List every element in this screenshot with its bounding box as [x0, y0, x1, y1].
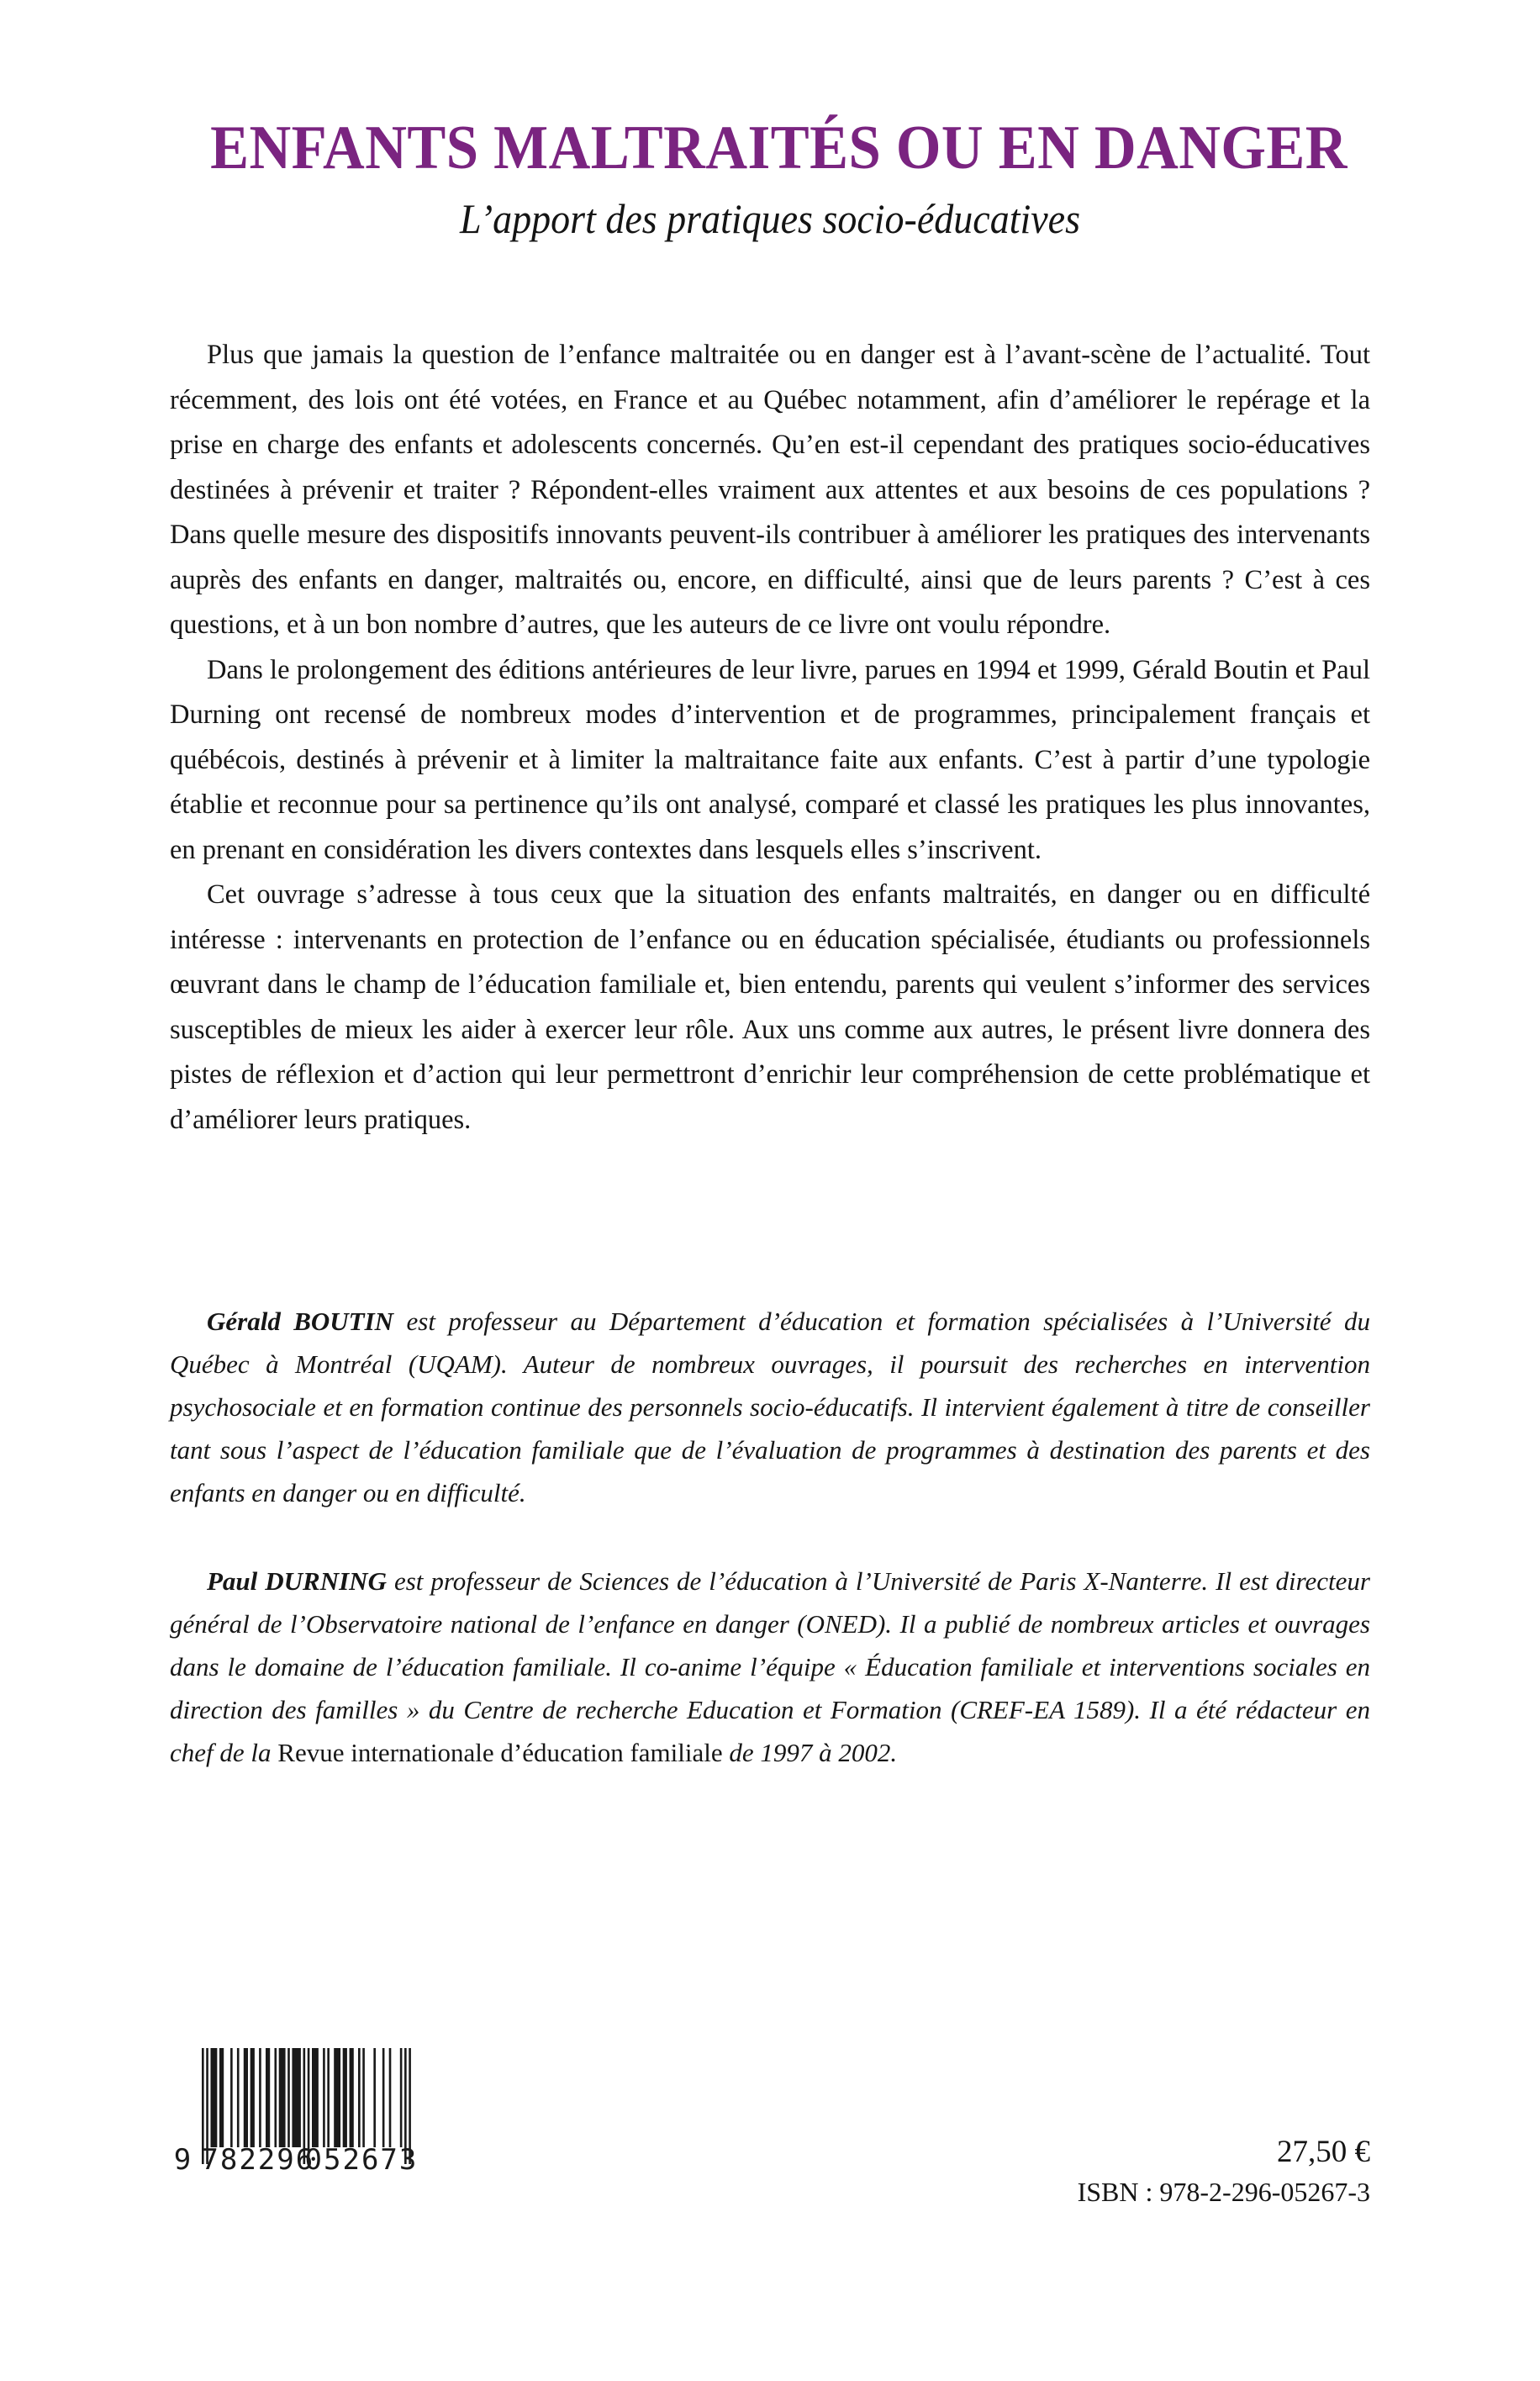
price-label: 27,50 € — [1277, 2135, 1370, 2169]
author-bio-durning-tail: de 1997 à 2002. — [722, 1738, 898, 1767]
blurb-text — [170, 333, 1370, 1143]
journal-title: Revue internationale d’éducation familiale — [277, 1738, 723, 1767]
svg-text:9: 9 — [173, 2143, 193, 2177]
barcode — [165, 2033, 526, 2193]
blurb-paragraph-2: Dans le prolongement des éditions antérieures de leur livre, parues en 1994 et 1999, Gérald Boutin et Paul Durning ont recensé de nombreux modes d’intervention et de programmes, principalement français et québécois, destinés à prévenir et à limiter la maltraitance faite aux enfants. C’est à partir d’une typologie établie et reconnue pour sa pertinence qu’ils ont analysé, comparé et classé les pratiques les plus innovantes, en prenant en considération les divers contextes dans lesquels elles s’inscrivent. — [170, 654, 1370, 865]
svg-text:782296: 782296 — [201, 2143, 315, 2177]
isbn-label: ISBN : 978-2-296-05267-3 — [1077, 2177, 1370, 2207]
svg-text:052673: 052673 — [304, 2143, 419, 2177]
author-bio-boutin — [170, 1300, 1370, 1514]
author-name-boutin: Gérald BOUTIN — [207, 1307, 394, 1336]
author-bio-durning — [170, 1560, 1370, 1774]
author-name-durning: Paul DURNING — [207, 1566, 387, 1596]
author-bio-boutin-text: est professeur au Département d’éducation et formation spécialisées à l’Université du Québec à Montréal (UQAM). Auteur de nombreux ouvrages, il poursuit des recherches en intervention psychosociale et en formation continue des personnels socio-éducatifs. Il intervient également à titre de conseiller tant sous l’aspect de l’éducation familiale que de l’évaluation de programmes à destination des parents et des enfants en danger ou en difficulté. — [170, 1307, 1370, 1507]
blurb-paragraph-1: Plus que jamais la question de l’enfance maltraitée ou en danger est à l’avant-scène de l’actualité. Tout récemment, des lois ont été votées, en France et au Québec notamment, afin d’améliorer le repérage et la prise en charge des enfants et adolescents concernés. Qu’en est-il cependant des pratiques socio-éducatives destinées à prévenir et traiter ? Répondent-elles vraiment aux attentes et aux besoins de ces populations ? Dans quelle mesure des dispositifs innovants peuvent-ils contribuer à améliorer les pratiques des intervenants auprès des enfants en danger, maltraités ou, encore, en difficulté, ainsi que de leurs parents ? C’est à ces questions, et à un bon nombre d’autres, que les auteurs de ce livre ont voulu répondre. — [170, 340, 1370, 640]
page-title: ENFANTS MALTRAITÉS OU EN DANGER — [210, 114, 1348, 182]
barcode-svg — [165, 2033, 526, 2193]
author-bios — [170, 1300, 1370, 1774]
blurb-paragraph-3: Cet ouvrage s’adresse à tous ceux que la situation des enfants maltraités, en danger ou en difficulté intéresse : intervenants en protection de l’enfance ou en éducation spécialisée, étudiants ou professionnels œuvrant dans le champ de l’éducation familiale et, bien entendu, parents qui veulent s’informer des services susceptibles de mieux les aider à exercer leur rôle. Aux uns comme aux autres, le présent livre donnera des pistes de réflexion et d’action qui leur permettront d’enrichir leur compréhension de cette problématique et d’améliorer leurs pratiques. — [170, 879, 1370, 1135]
author-bio-durning-text: est professeur de Sciences de l’éducation à l’Université de Paris X-Nanterre. Il est directeur général de l’Observatoire national de l’enfance en danger (ONED). Il a publié de nombreux articles et ouvrages dans le domaine de l’éducation familiale. Il co-anime l’équipe « Éducation familiale et interventions sociales en direction des familles » du Centre de recherche Education et Formation (CREF-EA 1589). Il a été rédacteur en chef de la — [170, 1566, 1370, 1767]
title-block — [168, 114, 1372, 243]
book-subtitle: L’apport des pratiques socio-éducatives — [459, 194, 1081, 242]
price-isbn-block — [1078, 2132, 1370, 2211]
